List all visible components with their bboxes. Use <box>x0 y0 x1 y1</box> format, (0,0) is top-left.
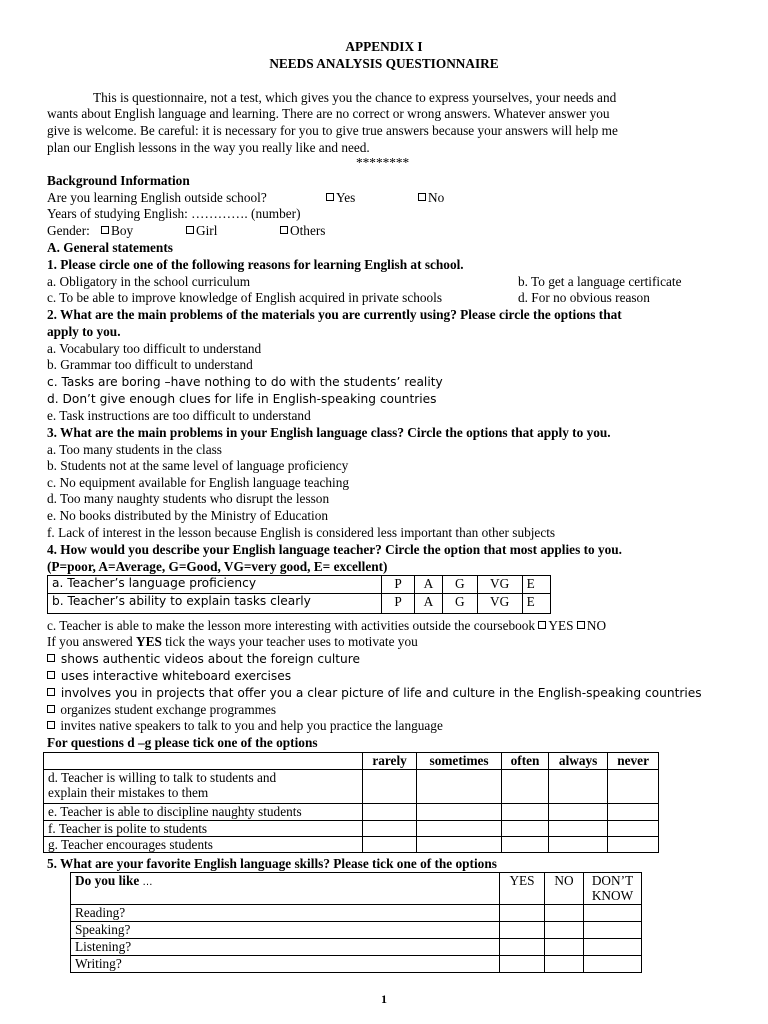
table-row <box>71 956 642 973</box>
answer-cell[interactable] <box>417 837 502 853</box>
if-yes-instruction: If you answered YES tick the ways your teacher uses to motivate you <box>47 634 418 649</box>
gender-girl-option[interactable]: Girl <box>186 223 217 239</box>
q2-title-line-2: apply to you. <box>47 324 121 339</box>
q5-title: 5. What are your favorite English language skills? Please tick one of the options <box>47 856 497 871</box>
frequency-header-rarely: rarely <box>363 753 417 770</box>
dg-instruction: For questions d –g please tick one of the options <box>47 735 318 750</box>
motivator-option-1[interactable]: shows authentic videos about the foreign culture <box>47 651 360 667</box>
rating-e[interactable]: E <box>522 576 550 594</box>
outside-yes-option[interactable]: Yes <box>326 190 355 206</box>
q1-title: 1. Please circle one of the following reasons for learning English at school. <box>47 257 464 272</box>
answer-cell[interactable] <box>549 821 608 837</box>
frequency-item-f: f. Teacher is polite to students <box>44 821 363 837</box>
intro-line-1: This is questionnaire, not a test, which gives you the chance to express yourselves, your needs and <box>93 90 617 105</box>
motivator-option-5[interactable]: invites native speakers to talk to you and help you practice the language <box>47 718 443 734</box>
table-row <box>44 753 659 770</box>
checkbox-icon <box>47 671 55 679</box>
rating-a[interactable]: A <box>414 576 442 594</box>
frequency-header-sometimes: sometimes <box>417 753 502 770</box>
rating-e[interactable]: E <box>522 594 550 614</box>
table-row <box>71 939 642 956</box>
frequency-item-g: g. Teacher encourages students <box>44 837 363 853</box>
checkbox-icon <box>186 226 194 234</box>
skill-listening: Listening? <box>71 939 500 956</box>
outside-no-option[interactable]: No <box>418 190 444 206</box>
page-title: NEEDS ANALYSIS QUESTIONNAIRE <box>269 56 499 71</box>
checkbox-icon <box>47 688 55 696</box>
answer-cell[interactable] <box>500 922 545 939</box>
table-row <box>48 576 551 594</box>
frequency-header-never: never <box>608 753 659 770</box>
table-row <box>44 770 659 804</box>
answer-cell[interactable] <box>545 922 584 939</box>
answer-cell[interactable] <box>417 770 502 804</box>
gender-label: Gender: <box>47 223 90 238</box>
motivator-option-4[interactable]: organizes student exchange programmes <box>47 702 276 718</box>
rating-row-label: a. Teacher’s language proficiency <box>48 576 382 594</box>
answer-cell[interactable] <box>500 956 545 973</box>
motivator-option-3[interactable]: involves you in projects that offer you a clear picture of life and culture in the English-speaking countries <box>47 685 702 701</box>
q2-title-line-1: 2. What are the main problems of the materials you are currently using? Please circle the options that <box>47 307 622 322</box>
checkbox-icon <box>280 226 288 234</box>
q1-option-d[interactable]: d. For no obvious reason <box>518 290 650 305</box>
answer-cell[interactable] <box>363 770 417 804</box>
checkbox-icon <box>47 705 55 713</box>
answer-cell[interactable] <box>584 956 642 973</box>
table-row <box>71 905 642 922</box>
q2-option-b[interactable]: b. Grammar too difficult to understand <box>47 357 253 372</box>
q4-title: 4. How would you describe your English language teacher? Circle the option that most applies to you. <box>47 542 622 557</box>
answer-cell[interactable] <box>501 804 548 821</box>
q3-option-d[interactable]: d. Too many naughty students who disrupt the lesson <box>47 491 330 506</box>
answer-cell[interactable] <box>500 939 545 956</box>
q2-option-a[interactable]: a. Vocabulary too difficult to understand <box>47 341 262 356</box>
table-row <box>71 922 642 939</box>
frequency-item-d: d. Teacher is willing to talk to students and explain their mistakes to them <box>44 770 363 804</box>
answer-cell[interactable] <box>549 837 608 853</box>
q3-option-b[interactable]: b. Students not at the same level of language proficiency <box>47 458 349 473</box>
rating-row-label: b. Teacher’s ability to explain tasks clearly <box>48 594 382 614</box>
answer-cell[interactable] <box>363 804 417 821</box>
answer-cell[interactable] <box>501 837 548 853</box>
q1-option-a[interactable]: a. Obligatory in the school curriculum <box>47 274 251 289</box>
frequency-table <box>43 752 659 853</box>
frequency-header-often: often <box>501 753 548 770</box>
q2-option-d[interactable]: d. Don’t give enough clues for life in English-speaking countries <box>47 392 437 406</box>
answer-cell[interactable] <box>417 804 502 821</box>
frequency-header-always: always <box>549 753 608 770</box>
rating-g[interactable]: G <box>443 576 478 594</box>
answer-cell[interactable] <box>584 939 642 956</box>
stars-divider: ******** <box>356 155 410 170</box>
page-number: 1 <box>381 992 387 1006</box>
q3-title: 3. What are the main problems in your English language class? Circle the options that apply to you. <box>47 425 611 440</box>
q4c-statement: c. Teacher is able to make the lesson more interesting with activities outside the coursebook YES NO <box>47 618 607 633</box>
q4c-yes-option[interactable]: YES <box>538 618 573 633</box>
rating-vg[interactable]: VG <box>477 594 522 614</box>
q3-option-a[interactable]: a. Too many students in the class <box>47 442 222 457</box>
answer-cell[interactable] <box>608 821 659 837</box>
skills-header-dont-know: DON’T KNOW <box>584 873 642 905</box>
table-row <box>44 837 659 853</box>
rating-p[interactable]: P <box>382 594 414 614</box>
q3-option-e[interactable]: e. No books distributed by the Ministry of Education <box>47 508 329 523</box>
answer-cell[interactable] <box>501 770 548 804</box>
answer-cell[interactable] <box>608 770 659 804</box>
skills-header-no: NO <box>545 873 584 905</box>
q4c-no-option[interactable]: NO <box>577 618 606 633</box>
answer-cell[interactable] <box>608 837 659 853</box>
checkbox-icon <box>577 621 585 629</box>
q1-option-b[interactable]: b. To get a language certificate <box>518 274 682 289</box>
skills-header-yes: YES <box>500 873 545 905</box>
answer-cell[interactable] <box>363 821 417 837</box>
background-heading: Background Information <box>47 173 190 188</box>
frequency-item-e: e. Teacher is able to discipline naughty students <box>44 804 363 821</box>
answer-cell[interactable] <box>501 821 548 837</box>
checkbox-icon <box>47 721 55 729</box>
table-row <box>44 804 659 821</box>
outside-school-question: Are you learning English outside school? <box>47 190 267 205</box>
answer-cell[interactable] <box>549 770 608 804</box>
section-a-heading: A. General statements <box>47 240 173 255</box>
checkbox-icon <box>418 193 426 201</box>
skill-reading: Reading? <box>71 905 500 922</box>
rating-p[interactable]: P <box>382 576 414 594</box>
answer-cell[interactable] <box>545 956 584 973</box>
appendix-label: APPENDIX I <box>345 39 423 54</box>
gender-boy-option[interactable]: Boy <box>101 223 133 239</box>
q3-option-f[interactable]: f. Lack of interest in the lesson because English is considered less important than other subjects <box>47 525 556 540</box>
checkbox-icon <box>538 621 546 629</box>
teacher-rating-table <box>47 575 551 614</box>
checkbox-icon <box>47 654 55 662</box>
checkbox-icon <box>326 193 334 201</box>
skill-writing: Writing? <box>71 956 500 973</box>
answer-cell[interactable] <box>363 837 417 853</box>
q2-option-e[interactable]: e. Task instructions are too difficult to understand <box>47 408 311 423</box>
motivator-option-2[interactable]: uses interactive whiteboard exercises <box>47 668 291 684</box>
answer-cell[interactable] <box>608 804 659 821</box>
rating-vg[interactable]: VG <box>477 576 522 594</box>
q3-option-c[interactable]: c. No equipment available for English language teaching <box>47 475 350 490</box>
rating-a[interactable]: A <box>414 594 442 614</box>
answer-cell[interactable] <box>417 821 502 837</box>
q1-option-c[interactable]: c. To be able to improve knowledge of English acquired in private schools <box>47 290 443 305</box>
checkbox-icon <box>101 226 109 234</box>
rating-g[interactable]: G <box>443 594 478 614</box>
skills-header-label: Do you like … <box>71 873 500 905</box>
skill-speaking: Speaking? <box>71 922 500 939</box>
answer-cell[interactable] <box>549 804 608 821</box>
table-row <box>71 873 642 905</box>
gender-others-option[interactable]: Others <box>280 223 325 239</box>
intro-line-4: plan our English lessons in the way you really like and need. <box>47 140 370 155</box>
intro-line-2: wants about English language and learning. There are no correct or wrong answers. Whatever answer you <box>47 106 610 121</box>
answer-cell[interactable] <box>545 939 584 956</box>
intro-line-3: give is welcome. Be careful: it is necessary for you to give true answers because your answers will help me <box>47 123 618 138</box>
table-row <box>44 821 659 837</box>
years-studying-field[interactable]: Years of studying English: …………. (number) <box>47 206 301 221</box>
answer-cell[interactable] <box>545 905 584 922</box>
answer-cell[interactable] <box>584 905 642 922</box>
skills-table <box>70 872 642 973</box>
answer-cell[interactable] <box>500 905 545 922</box>
q2-option-c[interactable]: c. Tasks are boring –have nothing to do with the students’ reality <box>47 375 443 389</box>
answer-cell[interactable] <box>584 922 642 939</box>
frequency-header-empty <box>44 753 363 770</box>
q4-legend: (P=poor, A=Average, G=Good, VG=very good, E= excellent) <box>47 559 388 574</box>
table-row <box>48 594 551 614</box>
